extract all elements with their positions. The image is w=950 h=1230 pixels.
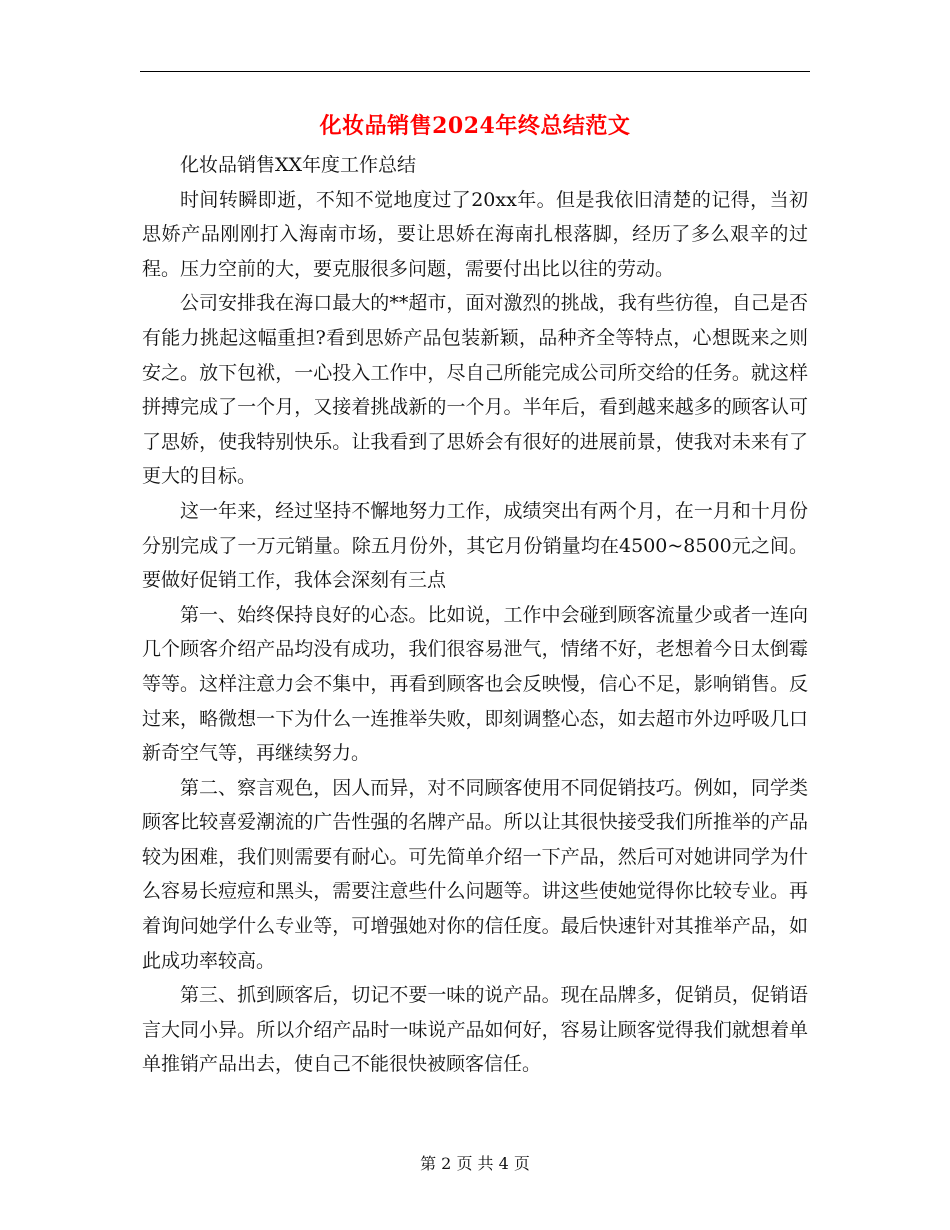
document-body	[142, 148, 808, 1082]
document-title: 化妆品销售2024年终总结范文	[319, 113, 631, 139]
paragraph-6: 第三、抓到顾客后，切记不要一味的说产品。现在品牌多，促销员，促销语言大同小异。所以介绍产品时一味说产品如何好，容易让顾客觉得我们就想着单单推销产品出去，使自己不能很快被顾客信任。	[142, 984, 808, 1076]
paragraph-2: 公司安排我在海口最大的**超市，面对激烈的挑战，我有些彷徨，自己是否有能力挑起这幅重担?看到思娇产品包装新颖，品种齐全等特点，心想既来之则安之。放下包袱，一心投入工作中，尽自己所能完成公司所交给的任务。就这样拼搏完成了一个月，又接着挑战新的一个月。半年后，看到越来越多的顾客认可了思娇，使我特别快乐。让我看到了思娇会有很好的进展前景，使我对未来有了更大的目标。	[142, 292, 808, 488]
header-rule	[140, 71, 810, 72]
document-subtitle: 化妆品销售XX年度工作总结	[180, 154, 417, 176]
page-footer: 第 2 页 共 4 页	[420, 1154, 530, 1173]
paragraph-5: 第二、察言观色，因人而异，对不同顾客使用不同促销技巧。例如，同学类顾客比较喜爱潮流的广告性强的名牌产品。所以让其很快接受我们所推举的产品较为困难，我们则需要有耐心。可先简单介绍一下产品，然后可对她讲同学为什么容易长痘痘和黑头，需要注意些什么问题等。讲这些使她觉得你比较专业。再着询问她学什么专业等，可增强她对你的信任度。最后快速针对其推举产品，如此成功率较高。	[142, 776, 808, 972]
paragraph-4: 第一、始终保持良好的心态。比如说，工作中会碰到顾客流量少或者一连向几个顾客介绍产品均没有成功，我们很容易泄气，情绪不好，老想着今日太倒霉等等。这样注意力会不集中，再看到顾客也会反映慢，信心不足，影响销售。反过来，略微想一下为什么一连推举失败，即刻调整心态，如去超市外边呼吸几口新奇空气等，再继续努力。	[142, 603, 808, 765]
paragraph-1: 时间转瞬即逝，不知不觉地度过了20xx年。但是我依旧清楚的记得，当初思娇产品刚刚打入海南市场，要让思娇在海南扎根落脚，经历了多么艰辛的过程。压力空前的大，要克服很多问题，需要付出比以往的劳动。	[142, 188, 808, 280]
paragraph-3: 这一年来，经过坚持不懈地努力工作，成绩突出有两个月，在一月和十月份分别完成了一万元销量。除五月份外，其它月份销量均在4500~8500元之间。 要做好促销工作，我体会深刻有三点	[142, 499, 808, 592]
